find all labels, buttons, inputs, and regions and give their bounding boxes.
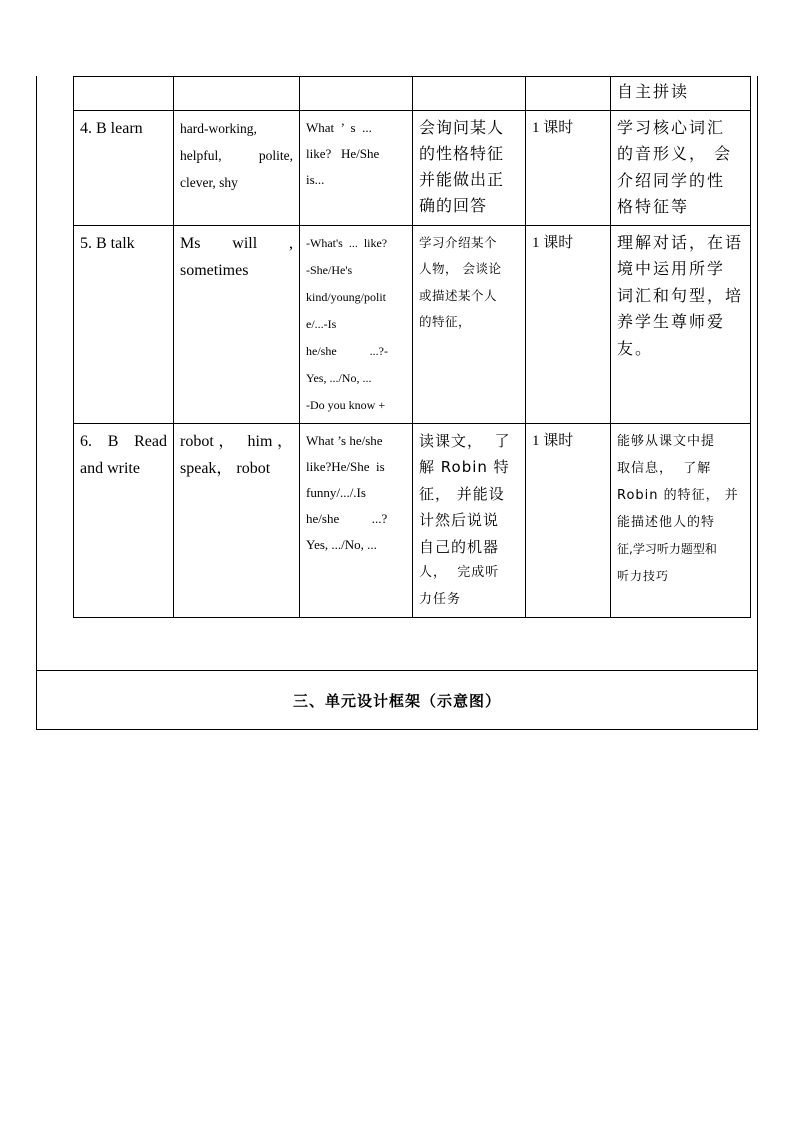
pattern-line: is... [306,171,325,187]
pattern-line: funny/.../.Is [306,484,366,500]
goal-line: 会询问某人 [419,117,505,137]
requirement-line: 友。 [617,338,654,358]
goal-cell [413,77,526,111]
requirement-line: 境中运用所学 [617,259,726,278]
vocabulary-cell: hard-working, helpful, polite, clever, shy [174,110,300,225]
lesson-cell: 5. B talk [74,225,174,423]
goal-line: 人， 完成听 [419,565,500,580]
goal-line: 的特征， [419,314,472,329]
vocabulary-cell [174,77,300,111]
goal-line: 的性格特征 [419,143,505,163]
pattern-line: -Do you know + [306,397,386,412]
requirement-line: 介绍同学的性 [617,170,726,190]
goal-line: 力任务 [419,591,462,607]
pattern-line: he/she ...?- [306,343,388,358]
time-cell: 1 课时 [526,423,611,618]
requirement-line: 格特征等 [617,197,690,216]
requirement-line: 学习核心词汇 [617,117,726,137]
lesson-cell: 4. B learn [74,110,174,225]
sentence-pattern-cell [300,423,413,618]
pattern-line: Yes, .../No, ... [306,536,377,552]
requirement-line: 能够从课文中提 [617,433,716,449]
sentence-pattern-cell [300,110,413,225]
pattern-line: he/she ...? [306,510,388,526]
requirement-line: 词汇和句型，培 [617,285,744,305]
requirement-line: 听力技巧 [617,568,670,583]
goal-cell [413,110,526,225]
requirement-cell [611,225,751,423]
requirement-line: Robin 的特征， 并 [617,487,739,503]
requirement-line: 养学生尊师爱 [617,312,726,331]
pattern-line: Yes, .../No, ... [306,370,372,385]
table-row [74,110,751,225]
requirement-line: 取信息， 了解 [617,460,712,476]
goal-line: 并能做出正 [419,169,505,189]
lesson-cell [74,77,174,111]
time-cell: 1 课时 [526,225,611,423]
table-row [74,423,751,618]
requirement-line: 能描述他人的特 [617,514,716,530]
vocabulary-cell: robot， him， speak， robot [174,423,300,618]
pattern-line: What ’ s ... [306,119,372,135]
pattern-line: like? He/She [306,145,380,161]
goal-line: 学习介绍某个 [419,234,498,250]
pattern-line: What ’s he/she [306,432,383,448]
goal-cell [413,225,526,423]
requirement-line: 征,学习听力题型和 [617,541,717,556]
goal-cell [413,423,526,618]
goal-line: 解 Robin 特 [419,458,510,476]
requirement-line: 理解对话，在语 [617,232,744,252]
pattern-line: -What's ... like? [306,235,388,250]
lesson-cell: 6. B Read and write [74,423,174,618]
requirement-line: 的音形义， 会 [617,144,733,163]
goal-line: 或描述某个人 [419,287,498,303]
goal-line: 人物， 会谈论 [419,261,502,276]
pattern-line: like?He/She is [306,458,385,474]
lesson-plan-table [73,76,751,618]
pattern-line: e/...-Is [306,316,337,331]
pattern-line: kind/young/polit [306,289,387,304]
sentence-pattern-cell [300,225,413,423]
pattern-line: -She/He's [306,262,353,277]
table-row [74,225,751,423]
time-cell [526,77,611,111]
goal-line: 计然后说说 [419,511,500,529]
time-cell: 1 课时 [526,110,611,225]
vocabulary-cell: Ms will , sometimes [174,225,300,423]
section-title: 三、单元设计框架（示意图） [292,691,501,710]
goal-line: 确的回答 [419,195,488,215]
requirement-cell [611,110,751,225]
goal-line: 自己的机器 [419,537,500,556]
requirement-cell [611,77,751,111]
requirement-cell [611,423,751,618]
table-row [74,77,751,111]
goal-line: 读课文， 了 [419,431,511,450]
sentence-pattern-cell [300,77,413,111]
requirement-line: 自主拼读 [617,82,690,101]
goal-line: 征， 并能设 [419,484,505,503]
